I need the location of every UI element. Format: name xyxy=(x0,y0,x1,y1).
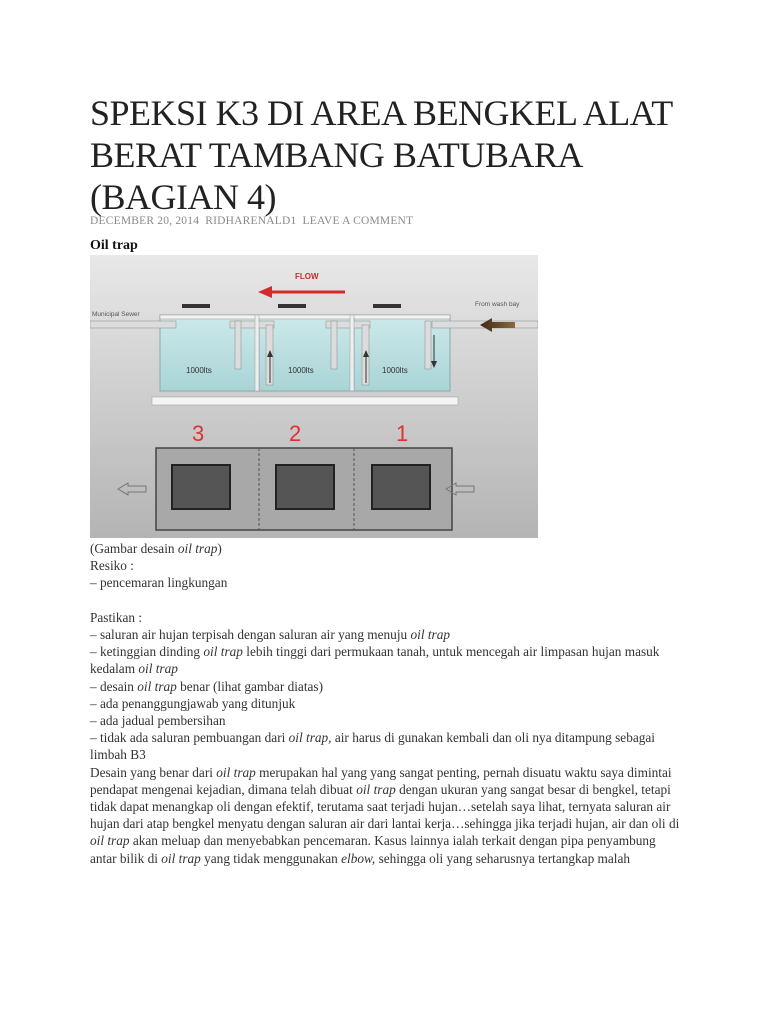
pastikan-item-6: – tidak ada saluran pembuangan dari oil trap, air harus di gunakan kembali dan oli nya ditampung sebagai limbah B3 xyxy=(90,730,655,763)
pastikan-item-3: – desain oil trap benar (lihat gambar diatas) xyxy=(90,678,324,694)
post-meta xyxy=(90,215,416,227)
figure-caption: (Gambar desain oil trap) xyxy=(90,541,222,556)
post-title: SPEKSI K3 DI AREA BENGKEL ALAT BERAT TAMBANG BATUBARA (BAGIAN 4) xyxy=(90,93,673,217)
plan-cover xyxy=(172,465,230,509)
from-wash-bay-label: From wash bay xyxy=(475,301,520,308)
chamber-number-2: 2 xyxy=(289,421,302,446)
chamber-number-1: 1 xyxy=(396,421,409,446)
tank-lid xyxy=(278,304,306,308)
baffle xyxy=(235,321,241,369)
divider-wall xyxy=(350,315,354,391)
tank-lid xyxy=(373,304,401,308)
tank-base xyxy=(152,397,458,405)
pastikan-item-5: – ada jadual pembersihan xyxy=(90,713,226,729)
resiko-item: – pencemaran lingkungan xyxy=(90,575,228,591)
resiko-heading: Resiko : xyxy=(90,558,134,574)
pastikan-item-2: – ketinggian dinding oil trap lebih tinggi dari permukaan tanah, untuk mencegah air limpasan hujan masuk kedalam oil trap xyxy=(90,644,660,677)
tank-3-capacity: 1000lts xyxy=(186,366,212,375)
plan-cover xyxy=(276,465,334,509)
tank-top-rim xyxy=(160,315,450,319)
pastikan-item-1: – saluran air hujan terpisah dengan saluran air yang menuju oil trap xyxy=(90,627,451,642)
tank-2-capacity: 1000lts xyxy=(288,366,314,375)
article-body xyxy=(90,540,680,867)
oil-trap-diagram xyxy=(90,255,538,538)
pastikan-heading: Pastikan : xyxy=(90,609,143,625)
tank-1-capacity: 1000lts xyxy=(382,366,408,375)
municipal-sewer-label: Municipal Sewer xyxy=(92,311,140,318)
baffle xyxy=(425,321,431,369)
post-date[interactable]: DECEMBER 20, 2014 xyxy=(90,215,200,227)
flow-label: FLOW xyxy=(295,272,319,281)
tank-lid xyxy=(182,304,210,308)
plan-cover xyxy=(372,465,430,509)
chamber-number-3: 3 xyxy=(192,421,205,446)
outlet-pipe xyxy=(90,321,176,328)
pastikan-item-4: – ada penanggungjawab yang ditunjuk xyxy=(90,695,296,711)
baffle xyxy=(331,321,337,369)
leave-comment-link[interactable]: LEAVE A COMMENT xyxy=(302,215,414,227)
divider-wall xyxy=(255,315,259,391)
body-paragraph: Desain yang benar dari oil trap merupakan hal yang yang sangat penting, pernah disuatu waktu saya dimintai pendapat mengenai kejadian, dimana telah dibuat oil trap dengan ukuran yang sangat besar di bengkel, tetapi tidak dapat menangkap oli dengan efektif, terutama saat terjadi hujan…setelah saya lihat, ternyata saluran air hujan dari atap bengkel menyatu dengan saluran air dari lantai kerja…sehingga jika terjadi hujan, air dan oli di oil trap akan meluap dan menyebabkan pencemaran. Kasus lainnya ialah terkait dengan pipa penyambung antar bilik di oil trap yang tidak menggunakan elbow, sehingga oli yang seharusnya tertangkap malah xyxy=(90,764,680,866)
section-heading: Oil trap xyxy=(90,238,138,253)
post-author[interactable]: RIDHARENALD1 xyxy=(205,215,297,227)
